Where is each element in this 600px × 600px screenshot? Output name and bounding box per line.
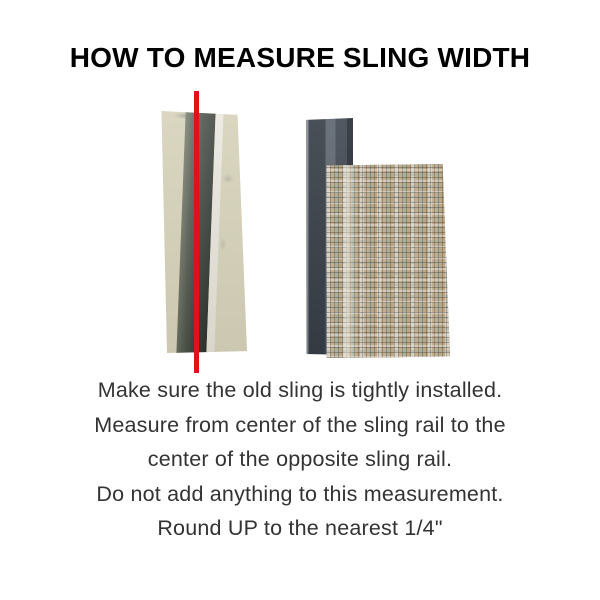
- instruction-line: Round UP to the nearest 1/4": [157, 516, 443, 540]
- old-sling-rail-photo: [161, 111, 247, 353]
- instruction-line: Measure from center of the sling rail to the: [94, 412, 506, 437]
- page-title: HOW TO MEASURE SLING WIDTH: [69, 42, 531, 73]
- instruction-line: Make sure the old sling is tightly installed.: [97, 378, 503, 402]
- sling-fabric-swatch: [326, 164, 450, 358]
- instruction-line: Do not add anything to this measurement.: [96, 481, 504, 506]
- center-measurement-line: [194, 91, 199, 373]
- instructions: [0, 373, 600, 546]
- sling-fabric-photo: [306, 116, 450, 358]
- instruction-line: center of the opposite sling rail.: [147, 447, 453, 471]
